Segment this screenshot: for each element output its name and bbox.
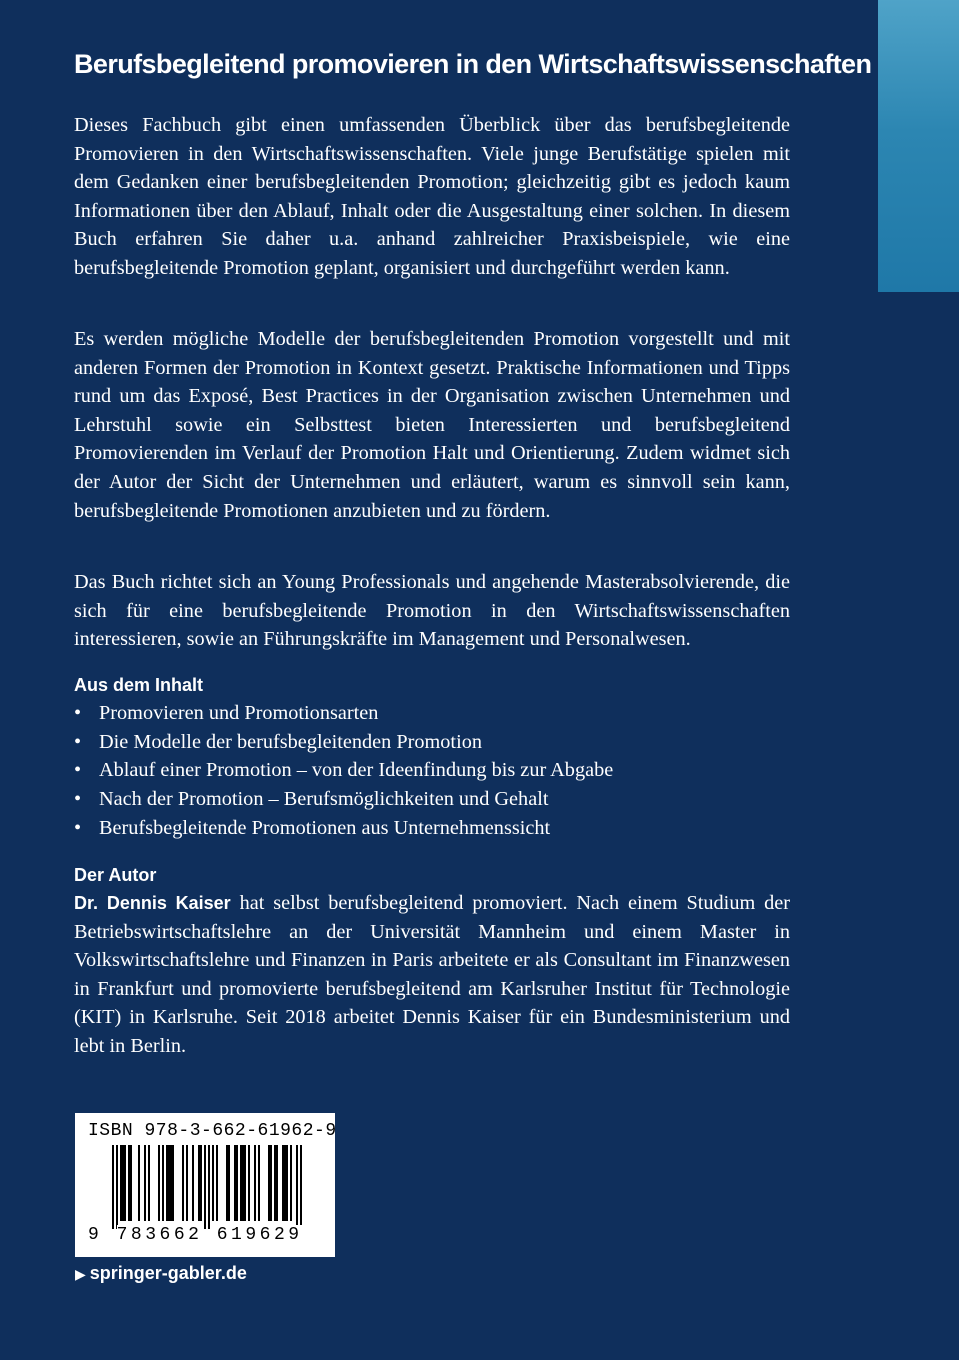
- list-item: • Die Modelle der berufsbegleitenden Promotion: [74, 728, 790, 757]
- barcode-bar: [226, 1145, 228, 1221]
- accent-color-bar: [878, 0, 959, 292]
- publisher-link[interactable]: [75, 1260, 247, 1287]
- barcode-bar: [116, 1145, 118, 1229]
- ean-digits: 9 783662 619629: [88, 1225, 303, 1245]
- barcode-bar: [144, 1145, 146, 1221]
- barcode-bar: [138, 1145, 140, 1221]
- barcode-bar: [208, 1145, 210, 1229]
- audience-paragraph: Das Buch richtet sich an Young Professionals und angehende Masterabsolvierende, die sich für eine berufsbegleitende Promotion in den Wirtschaftswissenschaften interessieren, sowie an Führungskräfte im Management und Personalwesen.: [74, 571, 790, 651]
- arrow-right-icon: ▶: [75, 1266, 86, 1282]
- barcode-bar: [172, 1145, 174, 1221]
- barcode-bar: [198, 1145, 200, 1221]
- list-item: • Promovieren und Promotionsarten: [74, 699, 790, 728]
- barcode-bar: [212, 1145, 214, 1221]
- barcode-bar: [242, 1145, 244, 1221]
- bullet-icon: •: [74, 730, 82, 753]
- barcode-bar: [200, 1145, 202, 1221]
- barcode-bar: [234, 1145, 236, 1221]
- barcode-bars: [106, 1145, 306, 1229]
- barcode-bar: [128, 1145, 130, 1221]
- barcode-bar: [112, 1145, 114, 1229]
- barcode-bar: [130, 1145, 132, 1221]
- barcode-bar: [290, 1145, 292, 1221]
- barcode-bar: [268, 1145, 270, 1221]
- author-bio-text: hat selbst berufsbegleitend promoviert. Nach einem Studium der Betriebswirtschaftslehre an der Universität Mannheim und einem Master in Volkswirtschaftslehre und Finanzen in Paris arbeitete er als Consultant im Finanzwesen in Frankfurt und promovierte berufsbegleitend am Karlsruher Institut für Technologie (KIT) in Karlsruhe. Seit 2018 arbeitet Dennis Kaiser für ein Bundesministerium und lebt in Berlin.: [74, 892, 791, 1057]
- author-name: Dr. Dennis Kaiser: [74, 893, 231, 913]
- barcode-bar: [254, 1145, 256, 1221]
- bullet-icon: •: [74, 759, 82, 782]
- barcode-bar: [244, 1145, 246, 1221]
- list-item: • Nach der Promotion – Berufsmöglichkeiten und Gehalt: [74, 785, 790, 814]
- bullet-icon: •: [74, 816, 82, 839]
- barcode-bar: [216, 1145, 218, 1221]
- barcode-bar: [282, 1145, 284, 1221]
- models-paragraph: Es werden mögliche Modelle der berufsbegleitenden Promotion vorgestellt und mit anderen Formen der Promotion in Kontext gesetzt. Praktische Informationen und Tipps rund um das Exposé, Best Practices in der Organisation zwischen Unternehmen und Lehrstuhl sowie ein Selbsttest bieten Interessierten und berufsbegleitend Promovierenden im Verlauf der Promotion Halt und Orientierung. Zudem widmet sich der Autor der Sicht der Unternehmen und erläutert, warum es sinnvoll sein kann, berufsbegleitende Promotionen anzubieten und zu fördern.: [74, 328, 790, 522]
- barcode-bar: [124, 1145, 126, 1221]
- list-item: • Berufsbegleitende Promotionen aus Unternehmenssicht: [74, 814, 790, 843]
- barcode-bar: [258, 1145, 260, 1221]
- barcode-bar: [166, 1145, 168, 1221]
- barcode-bar: [148, 1145, 150, 1221]
- barcode-bar: [192, 1145, 194, 1221]
- barcode-bar: [158, 1145, 160, 1221]
- author-heading: Der Autor: [74, 865, 157, 885]
- barcode-bar: [270, 1145, 272, 1221]
- barcode-bar: [276, 1145, 278, 1221]
- barcode-bar: [300, 1145, 302, 1229]
- barcode-bar: [182, 1145, 184, 1221]
- isbn-number: ISBN 978-3-662-61962-9: [88, 1121, 337, 1141]
- barcode-bar: [204, 1145, 206, 1229]
- barcode-bar: [296, 1145, 298, 1229]
- barcode-bar: [162, 1145, 164, 1221]
- barcode-bar: [286, 1145, 288, 1221]
- barcode-bar: [274, 1145, 276, 1221]
- barcode-bar: [228, 1145, 230, 1221]
- barcode-bar: [248, 1145, 250, 1221]
- publisher-url: springer-gabler.de: [89, 1263, 247, 1283]
- barcode-bar: [284, 1145, 286, 1221]
- book-title: Berufsbegleitend promovieren in den Wirtschaftswissenschaften: [74, 49, 872, 79]
- barcode-bar: [168, 1145, 170, 1221]
- barcode-bar: [122, 1145, 124, 1221]
- author-bio: [74, 889, 790, 1061]
- contents-heading: Aus dem Inhalt: [74, 675, 204, 695]
- barcode-bar: [236, 1145, 238, 1221]
- barcode-bar: [186, 1145, 188, 1221]
- barcode-bar: [240, 1145, 242, 1221]
- barcode-bar: [170, 1145, 172, 1221]
- isbn-barcode: [75, 1113, 335, 1257]
- barcode-bar: [120, 1145, 122, 1221]
- list-item: • Ablauf einer Promotion – von der Ideenfindung bis zur Abgabe: [74, 756, 790, 785]
- bullet-icon: •: [74, 702, 82, 724]
- intro-paragraph: Dieses Fachbuch gibt einen umfassenden Überblick über das berufsbegleitende Promovieren in den Wirtschaftswissenschaften. Viele junge Berufstätige spielen mit dem Gedanken einer berufsbegleitenden Promotion; gleichzeitig gibt es jedoch kaum Informationen über den Ablauf, Inhalt oder die Ausgestaltung einer solchen. In diesem Buch erfahren Sie daher u.a. anhand zahlreicher Praxisbeispiele, wie eine berufsbegleitende Promotion geplant, organisiert und durchgeführt werden kann.: [74, 114, 790, 279]
- bullet-icon: •: [74, 788, 82, 811]
- contents-list: [74, 699, 790, 843]
